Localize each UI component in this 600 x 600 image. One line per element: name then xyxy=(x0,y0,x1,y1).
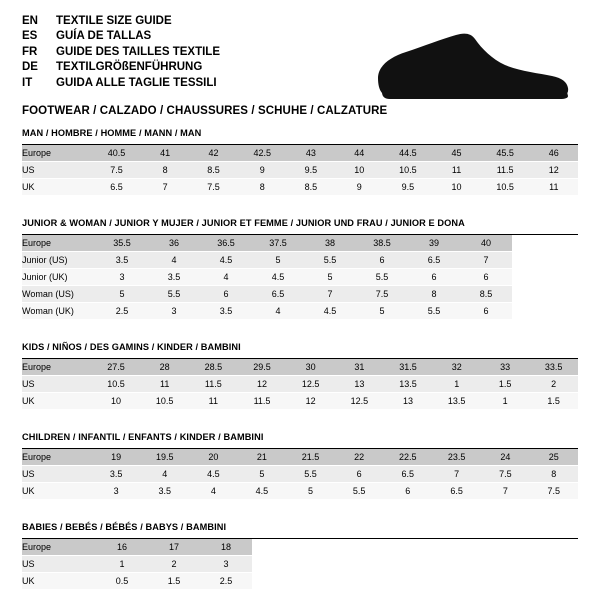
size-cell: 11 xyxy=(189,393,238,410)
size-cell: 4.5 xyxy=(200,252,252,269)
size-cell: 1.5 xyxy=(148,573,200,590)
size-cell: 3.5 xyxy=(200,303,252,320)
size-cell: 18 xyxy=(200,539,252,556)
size-cell: 25 xyxy=(530,449,578,466)
row-label: Europe xyxy=(22,539,96,556)
size-cell: 21.5 xyxy=(286,449,335,466)
language-code: FR xyxy=(22,45,38,58)
size-table-title: CHILDREN / INFANTIL / ENFANTS / KINDER / BAMBINI xyxy=(22,432,264,442)
language-code: IT xyxy=(22,76,33,89)
size-cell: 30 xyxy=(286,359,335,376)
size-cell: 36 xyxy=(148,235,200,252)
size-table-block xyxy=(22,432,578,500)
size-cell: 10.5 xyxy=(383,162,432,179)
row-label: US xyxy=(22,466,92,483)
size-cell: 13 xyxy=(335,376,384,393)
size-cell: 3 xyxy=(148,303,200,320)
dress-shoe-icon xyxy=(372,32,572,102)
size-table-block xyxy=(22,128,578,196)
size-cell: 6 xyxy=(335,466,383,483)
language-row xyxy=(22,14,220,29)
size-cell: 6.5 xyxy=(432,483,481,500)
size-cell: 4 xyxy=(252,303,304,320)
table-row xyxy=(22,145,578,162)
size-cell: 24 xyxy=(481,449,529,466)
table-row xyxy=(22,376,578,393)
size-cell: 2 xyxy=(529,376,578,393)
size-cell: 33.5 xyxy=(529,359,578,376)
size-cell: 7.5 xyxy=(481,466,529,483)
size-cell: 31.5 xyxy=(384,359,433,376)
size-cell: 5 xyxy=(238,466,286,483)
language-title: TEXTILGRÖßENFÜHRUNG xyxy=(56,61,203,74)
size-cell: 5 xyxy=(356,303,408,320)
size-table xyxy=(22,359,578,410)
size-table-block xyxy=(22,342,578,410)
size-cell: 5 xyxy=(304,269,356,286)
size-cell: 7 xyxy=(460,252,512,269)
language-title: TEXTILE SIZE GUIDE xyxy=(56,15,172,27)
table-row xyxy=(22,556,252,573)
size-cell: 1 xyxy=(481,393,529,410)
size-cell: 4.5 xyxy=(252,269,304,286)
size-table-block xyxy=(22,218,578,320)
size-cell: 22.5 xyxy=(383,449,432,466)
size-cell: 10.5 xyxy=(92,376,141,393)
page-title: FOOTWEAR / CALZADO / CHAUSSURES / SCHUHE / CALZATURE xyxy=(22,105,388,118)
table-row xyxy=(22,235,512,252)
size-cell: 4 xyxy=(148,252,200,269)
size-cell: 13 xyxy=(384,393,433,410)
size-table-title: MAN / HOMBRE / HOMME / MANN / MAN xyxy=(22,128,202,138)
size-cell: 5.5 xyxy=(408,303,460,320)
row-label: UK xyxy=(22,483,92,500)
row-label: UK xyxy=(22,179,92,196)
size-cell: 6 xyxy=(408,269,460,286)
size-cell: 7 xyxy=(304,286,356,303)
size-cell: 6.5 xyxy=(92,179,141,196)
size-cell: 10 xyxy=(335,162,383,179)
size-cell: 7.5 xyxy=(189,179,238,196)
size-cell: 11 xyxy=(432,162,480,179)
size-cell: 41 xyxy=(141,145,189,162)
size-cell: 8.5 xyxy=(189,162,238,179)
language-title: GUIDA ALLE TAGLIE TESSILI xyxy=(56,76,217,89)
size-tables xyxy=(22,128,578,590)
size-cell: 38 xyxy=(304,235,356,252)
row-label: US xyxy=(22,556,96,573)
size-cell: 38.5 xyxy=(356,235,408,252)
size-cell: 10 xyxy=(92,393,141,410)
size-cell: 28 xyxy=(140,359,189,376)
size-cell: 42.5 xyxy=(238,145,287,162)
language-title-list xyxy=(22,14,220,91)
size-cell: 6.5 xyxy=(252,286,304,303)
size-cell: 6 xyxy=(383,483,432,500)
size-cell: 2.5 xyxy=(96,303,148,320)
size-cell: 45.5 xyxy=(481,145,530,162)
size-cell: 12.5 xyxy=(335,393,384,410)
row-label: Europe xyxy=(22,359,92,376)
size-cell: 8 xyxy=(408,286,460,303)
size-cell: 36.5 xyxy=(200,235,252,252)
size-cell: 39 xyxy=(408,235,460,252)
size-cell: 11.5 xyxy=(481,162,530,179)
table-row xyxy=(22,252,512,269)
language-title: GUÍA DE TALLAS xyxy=(56,30,152,43)
size-cell: 4.5 xyxy=(189,466,237,483)
table-row xyxy=(22,466,578,483)
size-cell: 5.5 xyxy=(304,252,356,269)
size-cell: 5 xyxy=(252,252,304,269)
language-title: GUIDE DES TAILLES TEXTILE xyxy=(56,45,220,58)
size-cell: 29.5 xyxy=(238,359,287,376)
language-row xyxy=(22,60,220,75)
size-cell: 28.5 xyxy=(189,359,238,376)
size-cell: 7.5 xyxy=(356,286,408,303)
row-label: Europe xyxy=(22,145,92,162)
size-cell: 5.5 xyxy=(335,483,383,500)
table-row xyxy=(22,393,578,410)
size-table xyxy=(22,235,512,320)
size-cell: 44.5 xyxy=(383,145,432,162)
size-cell: 4.5 xyxy=(238,483,286,500)
table-row xyxy=(22,303,512,320)
row-label: Junior (UK) xyxy=(22,269,96,286)
size-cell: 20 xyxy=(189,449,237,466)
table-row xyxy=(22,483,578,500)
size-cell: 3.5 xyxy=(148,269,200,286)
size-cell: 4 xyxy=(200,269,252,286)
size-cell: 27.5 xyxy=(92,359,141,376)
row-label: UK xyxy=(22,393,92,410)
table-row xyxy=(22,449,578,466)
size-cell: 37.5 xyxy=(252,235,304,252)
size-cell: 7 xyxy=(481,483,529,500)
size-cell: 9.5 xyxy=(383,179,432,196)
size-table-title: JUNIOR & WOMAN / JUNIOR Y MUJER / JUNIOR ET FEMME / JUNIOR UND FRAU / JUNIOR E DONA xyxy=(22,218,465,228)
size-cell: 10.5 xyxy=(140,393,189,410)
size-cell: 1 xyxy=(96,556,148,573)
size-cell: 8.5 xyxy=(460,286,512,303)
size-table-title: BABIES / BEBÉS / BÉBÉS / BABYS / BAMBINI xyxy=(22,522,227,532)
row-label: US xyxy=(22,162,92,179)
size-table-block xyxy=(22,522,578,590)
size-cell: 3.5 xyxy=(140,483,189,500)
size-cell: 35.5 xyxy=(96,235,148,252)
size-cell: 40 xyxy=(460,235,512,252)
size-cell: 6 xyxy=(200,286,252,303)
size-cell: 44 xyxy=(335,145,383,162)
row-label: Junior (US) xyxy=(22,252,96,269)
row-label: Europe xyxy=(22,235,96,252)
language-code: DE xyxy=(22,61,38,74)
language-code: ES xyxy=(22,30,38,43)
table-row xyxy=(22,179,578,196)
size-cell: 32 xyxy=(432,359,481,376)
size-cell: 8.5 xyxy=(287,179,336,196)
size-cell: 46 xyxy=(530,145,578,162)
table-row xyxy=(22,539,252,556)
table-row xyxy=(22,269,512,286)
row-label: Europe xyxy=(22,449,92,466)
size-cell: 5.5 xyxy=(286,466,335,483)
language-row xyxy=(22,29,220,44)
row-label: Woman (UK) xyxy=(22,303,96,320)
size-cell: 6.5 xyxy=(383,466,432,483)
row-label: UK xyxy=(22,573,96,590)
size-cell: 6 xyxy=(460,303,512,320)
size-cell: 1.5 xyxy=(529,393,578,410)
size-cell: 8 xyxy=(530,466,578,483)
size-cell: 22 xyxy=(335,449,383,466)
size-cell: 6 xyxy=(356,252,408,269)
table-row xyxy=(22,573,252,590)
size-cell: 19 xyxy=(92,449,140,466)
size-cell: 17 xyxy=(148,539,200,556)
size-cell: 8 xyxy=(141,162,189,179)
size-cell: 13.5 xyxy=(432,393,481,410)
size-cell: 7 xyxy=(432,466,481,483)
size-cell: 11.5 xyxy=(238,393,287,410)
language-row xyxy=(22,45,220,60)
size-cell: 5 xyxy=(96,286,148,303)
size-cell: 9 xyxy=(335,179,383,196)
size-cell: 2 xyxy=(148,556,200,573)
size-cell: 3 xyxy=(96,269,148,286)
size-cell: 7.5 xyxy=(530,483,578,500)
language-code: EN xyxy=(22,15,38,27)
size-table xyxy=(22,145,578,196)
size-cell: 12 xyxy=(238,376,287,393)
table-row xyxy=(22,359,578,376)
size-cell: 45 xyxy=(432,145,480,162)
size-cell: 4 xyxy=(189,483,237,500)
size-cell: 3 xyxy=(200,556,252,573)
size-cell: 11 xyxy=(140,376,189,393)
size-table-title: KIDS / NIÑOS / DES GAMINS / KINDER / BAMBINI xyxy=(22,342,241,352)
size-cell: 2.5 xyxy=(200,573,252,590)
size-cell: 11.5 xyxy=(189,376,238,393)
size-cell: 19.5 xyxy=(140,449,189,466)
size-cell: 42 xyxy=(189,145,238,162)
size-cell: 43 xyxy=(287,145,336,162)
size-cell: 13.5 xyxy=(384,376,433,393)
size-cell: 12 xyxy=(530,162,578,179)
size-cell: 5.5 xyxy=(148,286,200,303)
size-cell: 3.5 xyxy=(96,252,148,269)
size-cell: 1.5 xyxy=(481,376,529,393)
size-cell: 4.5 xyxy=(304,303,356,320)
size-cell: 3 xyxy=(92,483,140,500)
size-cell: 40.5 xyxy=(92,145,141,162)
size-cell: 23.5 xyxy=(432,449,481,466)
size-table xyxy=(22,449,578,500)
language-row xyxy=(22,76,220,91)
size-cell: 5.5 xyxy=(356,269,408,286)
size-cell: 4 xyxy=(140,466,189,483)
size-cell: 7 xyxy=(141,179,189,196)
size-cell: 16 xyxy=(96,539,148,556)
size-cell: 5 xyxy=(286,483,335,500)
size-cell: 0.5 xyxy=(96,573,148,590)
size-cell: 9 xyxy=(238,162,287,179)
size-cell: 3.5 xyxy=(92,466,140,483)
size-cell: 31 xyxy=(335,359,384,376)
table-row xyxy=(22,286,512,303)
size-cell: 10 xyxy=(432,179,480,196)
size-cell: 10.5 xyxy=(481,179,530,196)
size-cell: 21 xyxy=(238,449,286,466)
size-cell: 33 xyxy=(481,359,529,376)
size-cell: 11 xyxy=(530,179,578,196)
document-header xyxy=(22,14,578,118)
size-cell: 9.5 xyxy=(287,162,336,179)
table-row xyxy=(22,162,578,179)
size-cell: 6 xyxy=(460,269,512,286)
row-label: Woman (US) xyxy=(22,286,96,303)
size-cell: 12 xyxy=(286,393,335,410)
size-cell: 7.5 xyxy=(92,162,141,179)
size-cell: 8 xyxy=(238,179,287,196)
size-cell: 12.5 xyxy=(286,376,335,393)
size-cell: 6.5 xyxy=(408,252,460,269)
size-table xyxy=(22,539,252,590)
size-cell: 1 xyxy=(432,376,481,393)
row-label: US xyxy=(22,376,92,393)
